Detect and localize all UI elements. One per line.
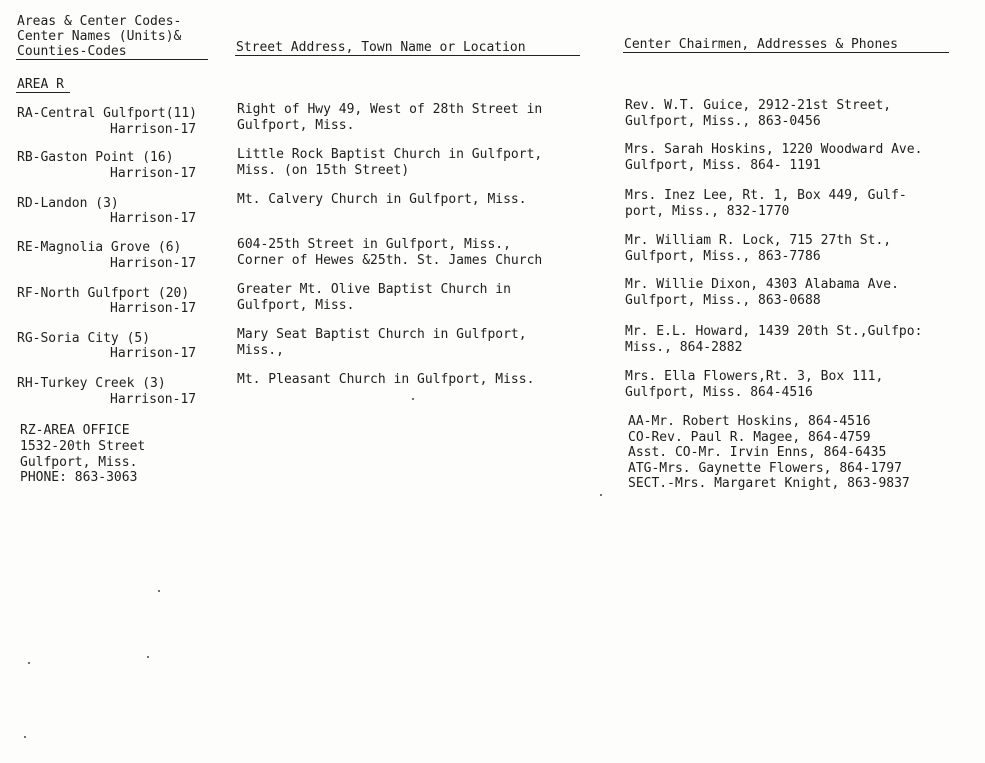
chairman-line1: Mr. William R. Lock, 715 27th St., [625, 233, 892, 248]
county-code: Harrison-17 [110, 166, 197, 181]
chairman-line1: Mr. Willie Dixon, 4303 Alabama Ave. [625, 277, 899, 292]
county-code: Harrison-17 [110, 211, 197, 226]
chairman-line2: Gulfport, Miss., 863-0688 [625, 293, 821, 308]
county-code: Harrison-17 [110, 392, 197, 407]
scan-speck [158, 590, 160, 592]
chairman-line2: Gulfport, Miss. 864- 1191 [625, 158, 821, 173]
chairman-line1: Mrs. Ella Flowers,Rt. 3, Box 111, [625, 369, 884, 384]
county-code: Harrison-17 [110, 256, 197, 271]
center-name: RD-Landon (3) [17, 196, 119, 211]
officer-line: Asst. CO-Mr. Irvin Enns, 864-6435 [628, 445, 887, 460]
office-phone: PHONE: 863-3063 [20, 470, 138, 485]
scan-speck [147, 656, 149, 658]
area-title: AREA R [17, 77, 64, 92]
officer-line: AA-Mr. Robert Hoskins, 864-4516 [628, 414, 871, 429]
chairman-line1: Rev. W.T. Guice, 2912-21st Street, [625, 98, 892, 113]
location-line2: Miss. (on 15th Street) [237, 163, 410, 178]
officer-line: ATG-Mrs. Gaynette Flowers, 864-1797 [628, 461, 902, 476]
header-col1-line2: Center Names (Units)& [17, 29, 182, 44]
location-line2: Corner of Hewes &25th. St. James Church [237, 253, 543, 268]
center-name: RF-North Gulfport (20) [17, 286, 190, 301]
scan-speck [600, 494, 602, 496]
chairman-line1: Mrs. Inez Lee, Rt. 1, Box 449, Gulf- [625, 188, 907, 203]
county-code: Harrison-17 [110, 122, 197, 137]
location-line2: Gulfport, Miss. [237, 118, 355, 133]
county-code: Harrison-17 [110, 346, 197, 361]
chairman-line1: Mr. E.L. Howard, 1439 20th St.,Gulfpo: [625, 324, 923, 339]
center-name: RE-Magnolia Grove (6) [17, 240, 182, 255]
chairman-line2: Gulfport, Miss., 863-7786 [625, 249, 821, 264]
office-title: RZ-AREA OFFICE [20, 423, 130, 438]
scan-speck [28, 662, 30, 664]
chairman-line2: Gulfport, Miss., 863-0456 [625, 114, 821, 129]
location-line1: Mt. Calvery Church in Gulfport, Miss. [237, 192, 527, 207]
header-col1-line1: Areas & Center Codes- [17, 14, 182, 29]
header-col3-underline [623, 52, 949, 53]
location-line1: Greater Mt. Olive Baptist Church in [237, 282, 511, 297]
location-line1: Right of Hwy 49, West of 28th Street in [237, 102, 543, 117]
chairman-line2: Gulfport, Miss. 864-4516 [625, 385, 813, 400]
county-code: Harrison-17 [110, 301, 197, 316]
header-col3: Center Chairmen, Addresses & Phones [624, 37, 898, 52]
officer-line: SECT.-Mrs. Margaret Knight, 863-9837 [628, 476, 910, 491]
location-line2: Gulfport, Miss. [237, 298, 355, 313]
center-name: RA-Central Gulfport(11) [17, 106, 198, 121]
office-street: 1532-20th Street [20, 439, 146, 454]
location-line1: Mary Seat Baptist Church in Gulfport, [237, 327, 527, 342]
center-name: RH-Turkey Creek (3) [17, 376, 166, 391]
chairman-line2: port, Miss., 832-1770 [625, 204, 790, 219]
header-col2-underline [235, 55, 580, 56]
location-line1: 604-25th Street in Gulfport, Miss., [237, 237, 511, 252]
header-col2: Street Address, Town Name or Location [236, 40, 526, 55]
chairman-line1: Mrs. Sarah Hoskins, 1220 Woodward Ave. [625, 142, 923, 157]
location-line2: Miss., [237, 343, 284, 358]
scan-speck [24, 736, 26, 738]
officer-line: CO-Rev. Paul R. Magee, 864-4759 [628, 430, 871, 445]
location-line1: Mt. Pleasant Church in Gulfport, Miss. [237, 372, 535, 387]
scan-speck [412, 398, 414, 400]
center-name: RG-Soria City (5) [17, 331, 151, 346]
location-line1: Little Rock Baptist Church in Gulfport, [237, 147, 543, 162]
header-col1-underline [16, 59, 208, 60]
office-city: Gulfport, Miss. [20, 455, 138, 470]
center-name: RB-Gaston Point (16) [17, 150, 174, 165]
area-title-underline [16, 92, 70, 93]
header-col1-line3: Counties-Codes [17, 44, 127, 59]
chairman-line2: Miss., 864-2882 [625, 340, 743, 355]
